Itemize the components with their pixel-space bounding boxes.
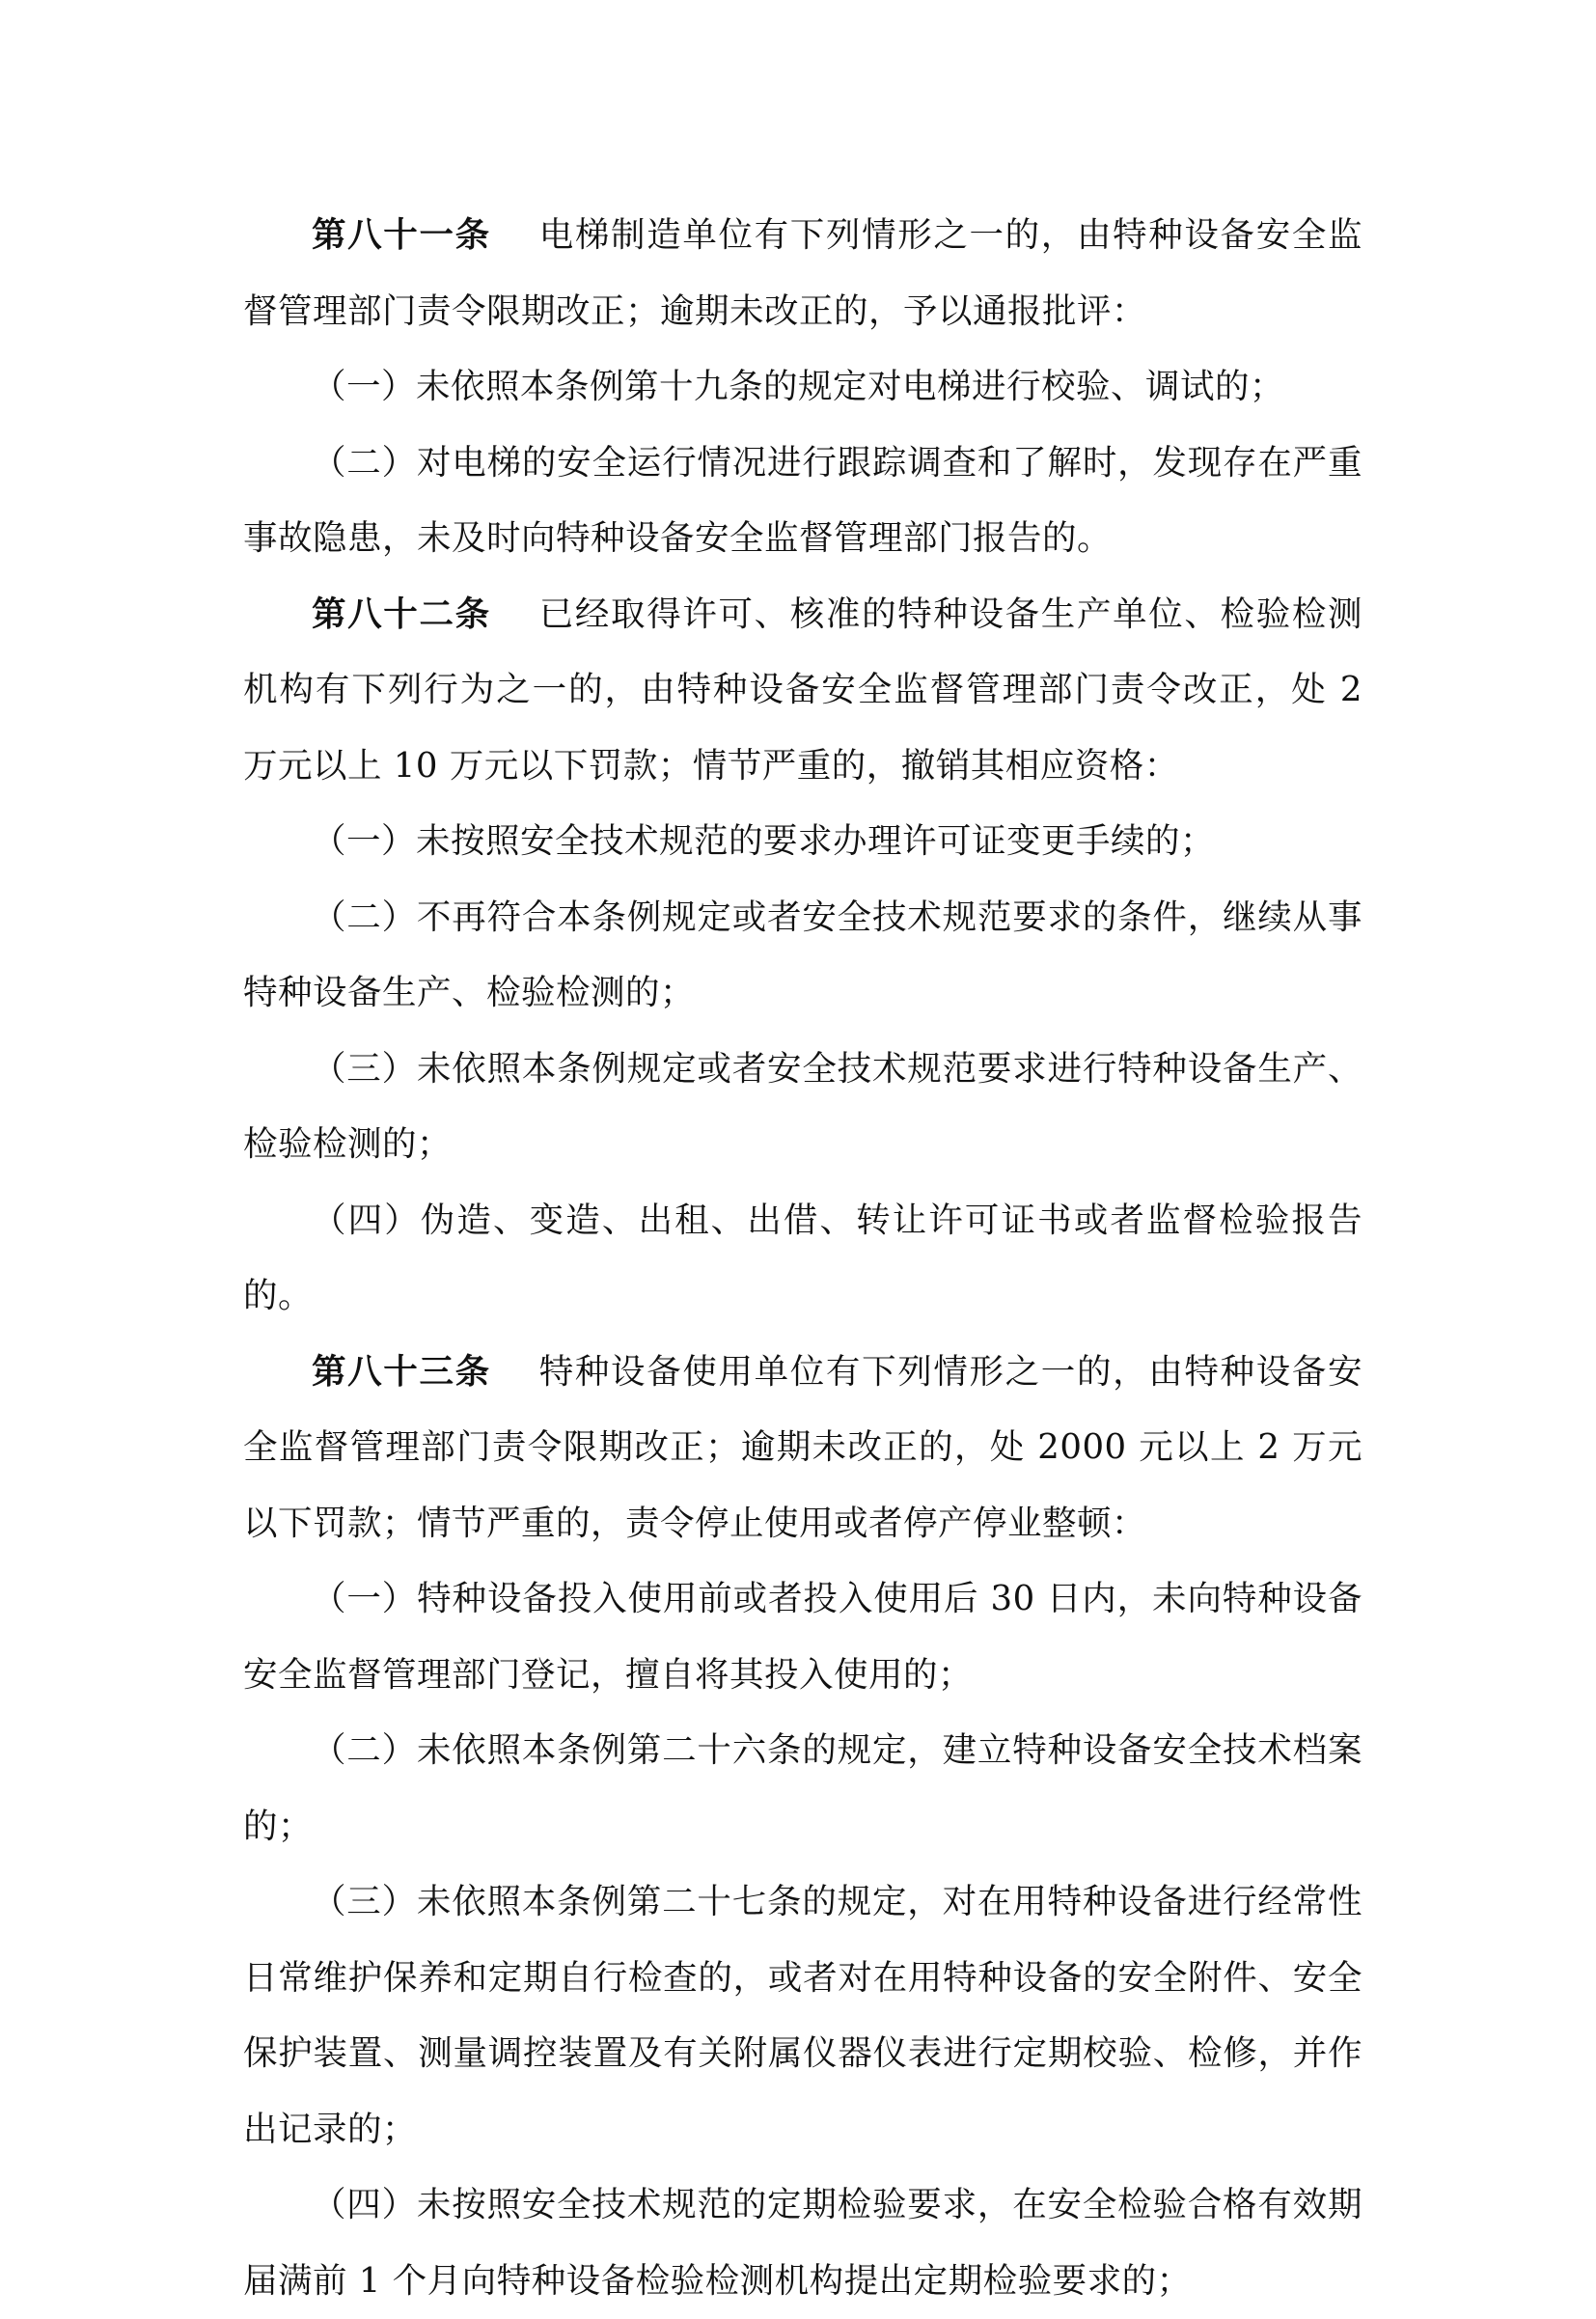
article-83-item-2: （二）未依照本条例第二十六条的规定，建立特种设备安全技术档案的；	[243, 1730, 1362, 1846]
article-82-item-2: （二）不再符合本条例规定或者安全技术规范要求的条件，继续从事特种设备生产、检验检测的；	[243, 897, 1362, 1012]
article-81-number: 第八十一条	[312, 215, 491, 255]
article-81-item-2: （二）对电梯的安全运行情况进行跟踪调查和了解时，发现存在严重事故隐患，未及时向特种设备安全监督管理部门报告的。	[243, 442, 1362, 558]
document-body	[243, 198, 1362, 2319]
article-83-item-1: （一）特种设备投入使用前或者投入使用后 30 日内，未向特种设备安全监督管理部门登记，擅自将其投入使用的；	[243, 1579, 1362, 1695]
article-81-text: 电梯制造单位有下列情形之一的，由特种设备安全监督管理部门责令限期改正；逾期未改正的，予以通报批评：	[243, 215, 1362, 331]
article-82-text: 已经取得许可、核准的特种设备生产单位、检验检测机构有下列行为之一的，由特种设备安全监督管理部门责令改正，处 2 万元以上 10 万元以下罚款；情节严重的，撤销其相应资格：	[243, 594, 1362, 786]
article-83-number: 第八十三条	[312, 1351, 491, 1392]
article-81-paragraph	[243, 198, 1362, 349]
article-82-item-3: （三）未依照本条例规定或者安全技术规范要求进行特种设备生产、检验检测的；	[243, 1048, 1362, 1164]
article-82-paragraph	[243, 577, 1362, 805]
article-81-item-1: （一）未依照本条例第十九条的规定对电梯进行校验、调试的；	[312, 367, 1285, 406]
article-83-paragraph	[243, 1335, 1362, 1562]
article-82-item-4: （四）伪造、变造、出租、出借、转让许可证书或者监督检验报告的。	[243, 1200, 1362, 1315]
article-82-item-1: （一）未按照安全技术规范的要求办理许可证变更手续的；	[312, 821, 1216, 861]
article-83-item-4: （四）未按照安全技术规范的定期检验要求，在安全检验合格有效期届满前 1 个月向特种设备检验检测机构提出定期检验要求的；	[243, 2185, 1362, 2301]
article-83-item-3: （三）未依照本条例第二十七条的规定，对在用特种设备进行经常性日常维护保养和定期自行检查的，或者对在用特种设备的安全附件、安全保护装置、测量调控装置及有关附属仪器仪表进行定期校验、检修，并作出记录的；	[243, 1882, 1362, 2149]
article-82-number: 第八十二条	[312, 594, 491, 634]
article-83-text: 特种设备使用单位有下列情形之一的，由特种设备安全监督管理部门责令限期改正；逾期未改正的，处 2000 元以上 2 万元以下罚款；情节严重的，责令停止使用或者停产停业整顿：	[243, 1351, 1362, 1543]
